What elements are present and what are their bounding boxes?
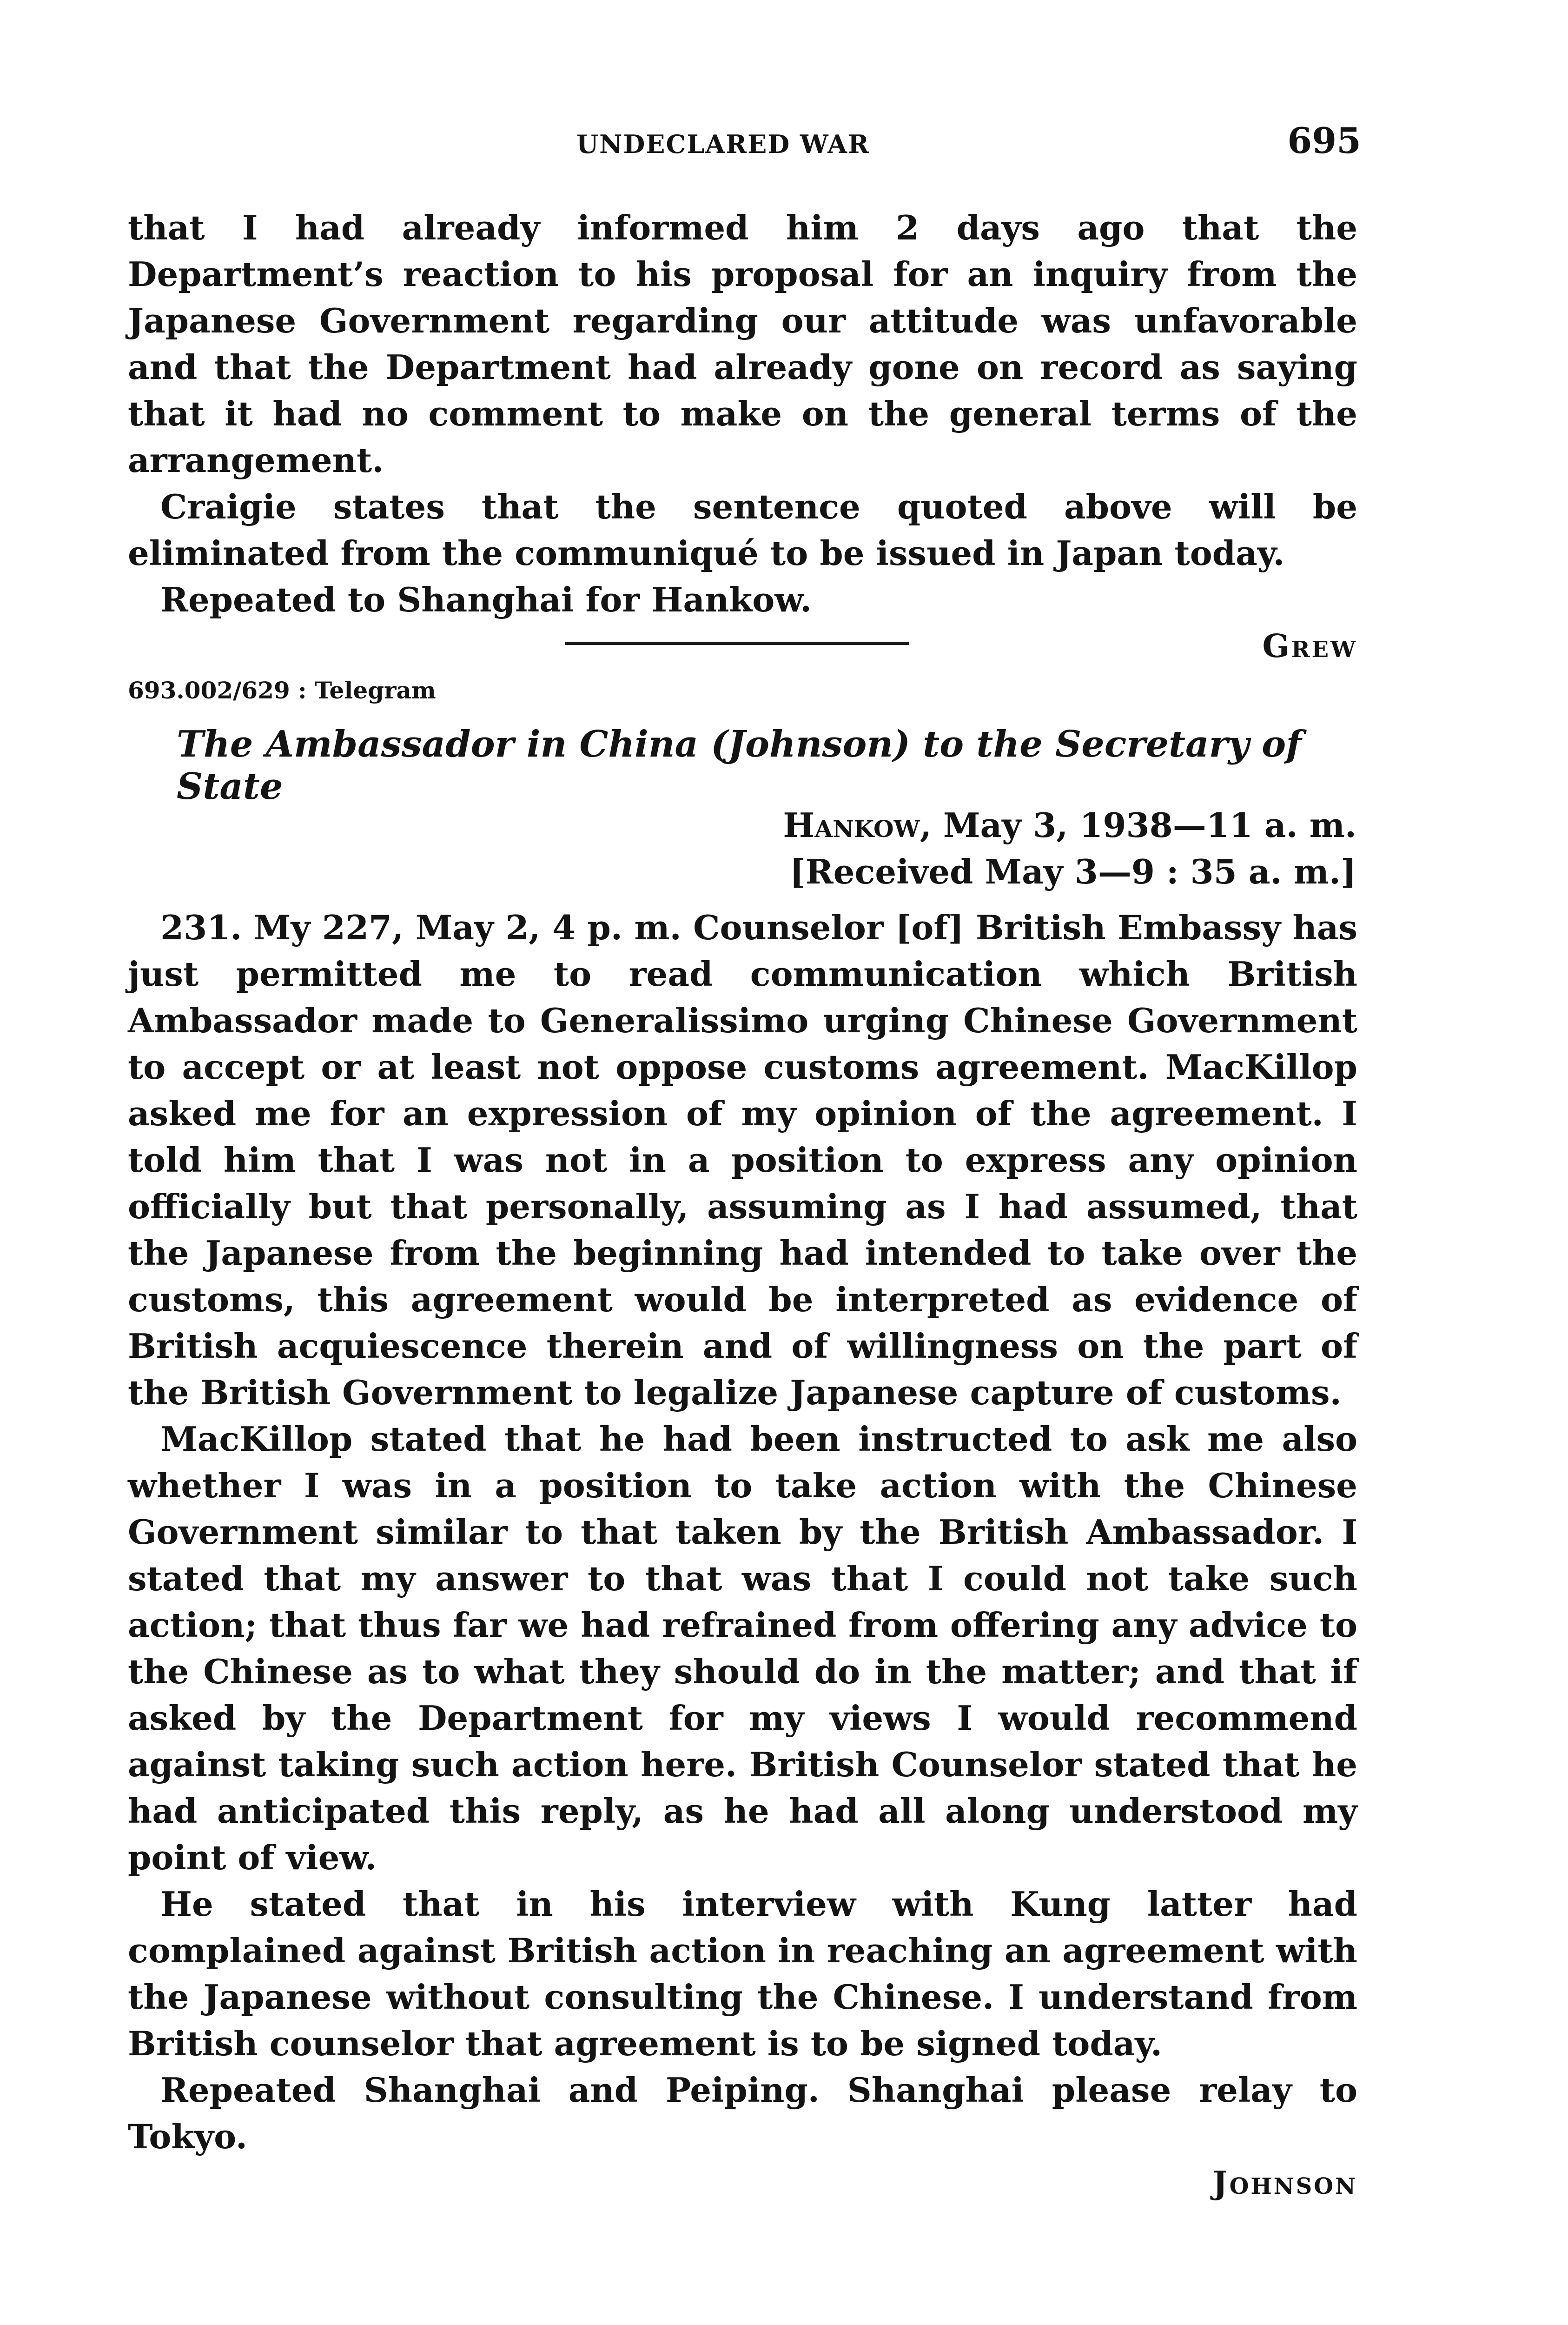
paragraph: He stated that in his interview with Kung latter had complained against British action in reaching an agreement with the Japanese without consulting the Chinese. I understand from British counselor that agreement is to be signed today.	[128, 1884, 1357, 2063]
file-reference: 693.002/629 : Telegram	[128, 677, 436, 704]
paragraph: Repeated Shanghai and Peiping. Shanghai please relay to Tokyo.	[128, 2070, 1357, 2156]
paragraph: 231. My 227, May 2, 4 p. m. Counselor [of] British Embassy has just permitted me to read communication which British Ambassador made to Generalissimo urging Chinese Government to accept or at least not oppose customs agreement. MacKillop asked me for an expression of my opinion of the agreement. I told him that I was not in a position to express any opinion officially but that personally, assuming as I had assumed, that the Japanese from the beginning had intended to take over the customs, this agreement would be interpreted as evidence of British acquiescence therein and of willingness on the part of the British Government to legalize Japanese capture of customs.	[128, 908, 1357, 1412]
signature-grew: Grew	[1262, 628, 1357, 665]
dateline-date: , May 3, 1938—11 a. m.	[920, 805, 1356, 845]
paragraph: that I had already informed him 2 days ago that the Department’s reaction to his proposal for an inquiry from the Japanese Government regarding our attitude was unfavorable and that the Department had already gone on record as saying that it had no comment to make on the general terms of the arrangement.	[128, 208, 1357, 480]
section-divider	[565, 642, 909, 645]
dateline	[783, 802, 1356, 895]
telegram-continuation	[128, 205, 1357, 670]
paragraph: Repeated to Shanghai for Hankow.	[160, 580, 812, 619]
running-header	[0, 120, 1568, 166]
document-heading: The Ambassador in China (Johnson) to the Secretary of State	[177, 723, 1302, 808]
paragraph: Craigie states that the sentence quoted above will be eliminated from the communiqué to be issued in Japan today.	[128, 487, 1357, 573]
telegram-body	[128, 904, 1357, 2206]
signature-johnson: Johnson	[1212, 2165, 1357, 2202]
running-title: UNDECLARED WAR	[576, 129, 870, 159]
paragraph: MacKillop stated that he had been instructed to ask me also whether I was in a position to take action with the Chinese Government similar to that taken by the British Ambassador. I stated that my answer to that was that I could not take such action; that thus far we had refrained from offering any advice to the Chinese as to what they should do in the matter; and that if asked by the Department for my views I would recommend against taking such action here. British Counselor stated that he had anticipated this reply, as he had all along understood my point of view.	[128, 1419, 1357, 1877]
dateline-place: Hankow	[783, 805, 920, 845]
dateline-received: [Received May 3—9 : 35 a. m.]	[789, 852, 1356, 891]
dateline-sent	[783, 802, 1356, 849]
page-number: 695	[1287, 120, 1361, 161]
